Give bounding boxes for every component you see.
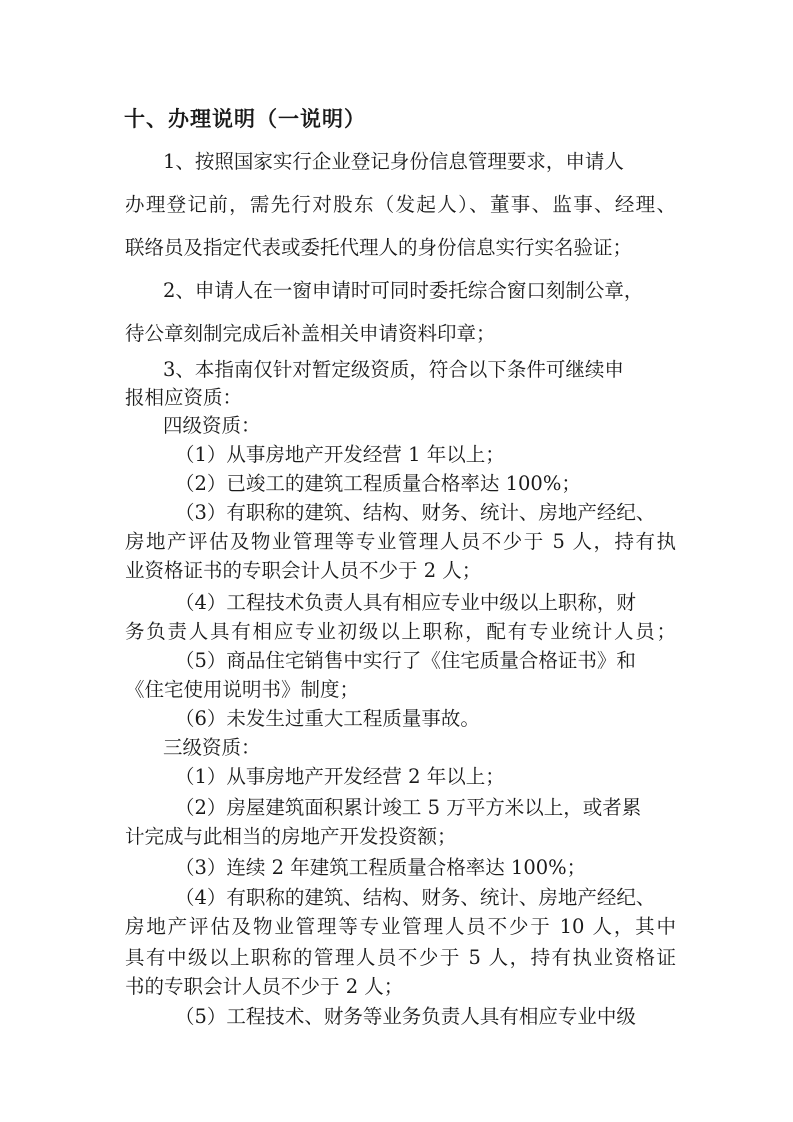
text-line: 报相应资质：: [125, 386, 243, 409]
list-item: （1）从事房地产开发经营 2 年以上；: [175, 765, 505, 788]
list-item: （6）未发生过重大工程质量事故。: [175, 707, 480, 730]
text-line: 《住宅使用说明书》制度；: [125, 678, 360, 701]
list-item: （3）连续 2 年建筑工程质量合格率达 100%；: [175, 856, 587, 879]
text-line: 办理登记前，需先行对股东（发起人）、董事、监事、经理、: [125, 193, 676, 216]
list-item: （5）工程技术、财务等业务负责人具有相应专业中级: [175, 1005, 636, 1028]
list-item: （4）有职称的建筑、结构、财务、统计、房地产经纪、: [175, 886, 656, 909]
list-item: （2）已竣工的建筑工程质量合格率达 100%；: [175, 472, 581, 495]
text-line: 具有中级以上职称的管理人员不少于 5 人，持有执业资格证: [125, 946, 676, 969]
subsection-label: 三级资质：: [163, 736, 261, 759]
text-line: 务负责人具有相应专业初级以上职称，配有专业统计人员；: [125, 620, 676, 643]
text-line: 业资格证书的专职会计人员不少于 2 人；: [125, 559, 482, 582]
text-line: 2、申请人在一窗申请时可同时委托综合窗口刻制公章，: [163, 279, 644, 302]
text-line: 联络员及指定代表或委托代理人的身份信息实行实名验证；: [125, 236, 633, 259]
section-heading: 十、办理说明（一说明）: [124, 107, 366, 131]
text-line: 书的专职会计人员不少于 2 人；: [125, 975, 404, 998]
list-item: （4）工程技术负责人具有相应专业中级以上职称，财: [175, 591, 636, 614]
list-item: （3）有职称的建筑、结构、财务、统计、房地产经纪、: [175, 501, 656, 524]
list-item: （2）房屋建筑面积累计竣工 5 万平方米以上，或者累: [175, 796, 642, 819]
text-line: 1、按照国家实行企业登记身份信息管理要求，申请人: [163, 150, 624, 173]
text-line: 3、本指南仅针对暂定级资质，符合以下条件可继续申: [163, 358, 624, 381]
list-item: （5）商品住宅销售中实行了《住宅质量合格证书》和: [175, 649, 636, 672]
text-line: 待公章刻制完成后补盖相关申请资料印章；: [125, 322, 496, 345]
subsection-label: 四级资质：: [163, 414, 261, 437]
text-line: 房地产评估及物业管理等专业管理人员不少于 5 人，持有执: [125, 530, 676, 553]
list-item: （1）从事房地产开发经营 1 年以上；: [175, 443, 505, 466]
text-line: 计完成与此相当的房地产开发投资额；: [125, 825, 457, 848]
text-line: 房地产评估及物业管理等专业管理人员不少于 10 人，其中: [125, 915, 676, 938]
